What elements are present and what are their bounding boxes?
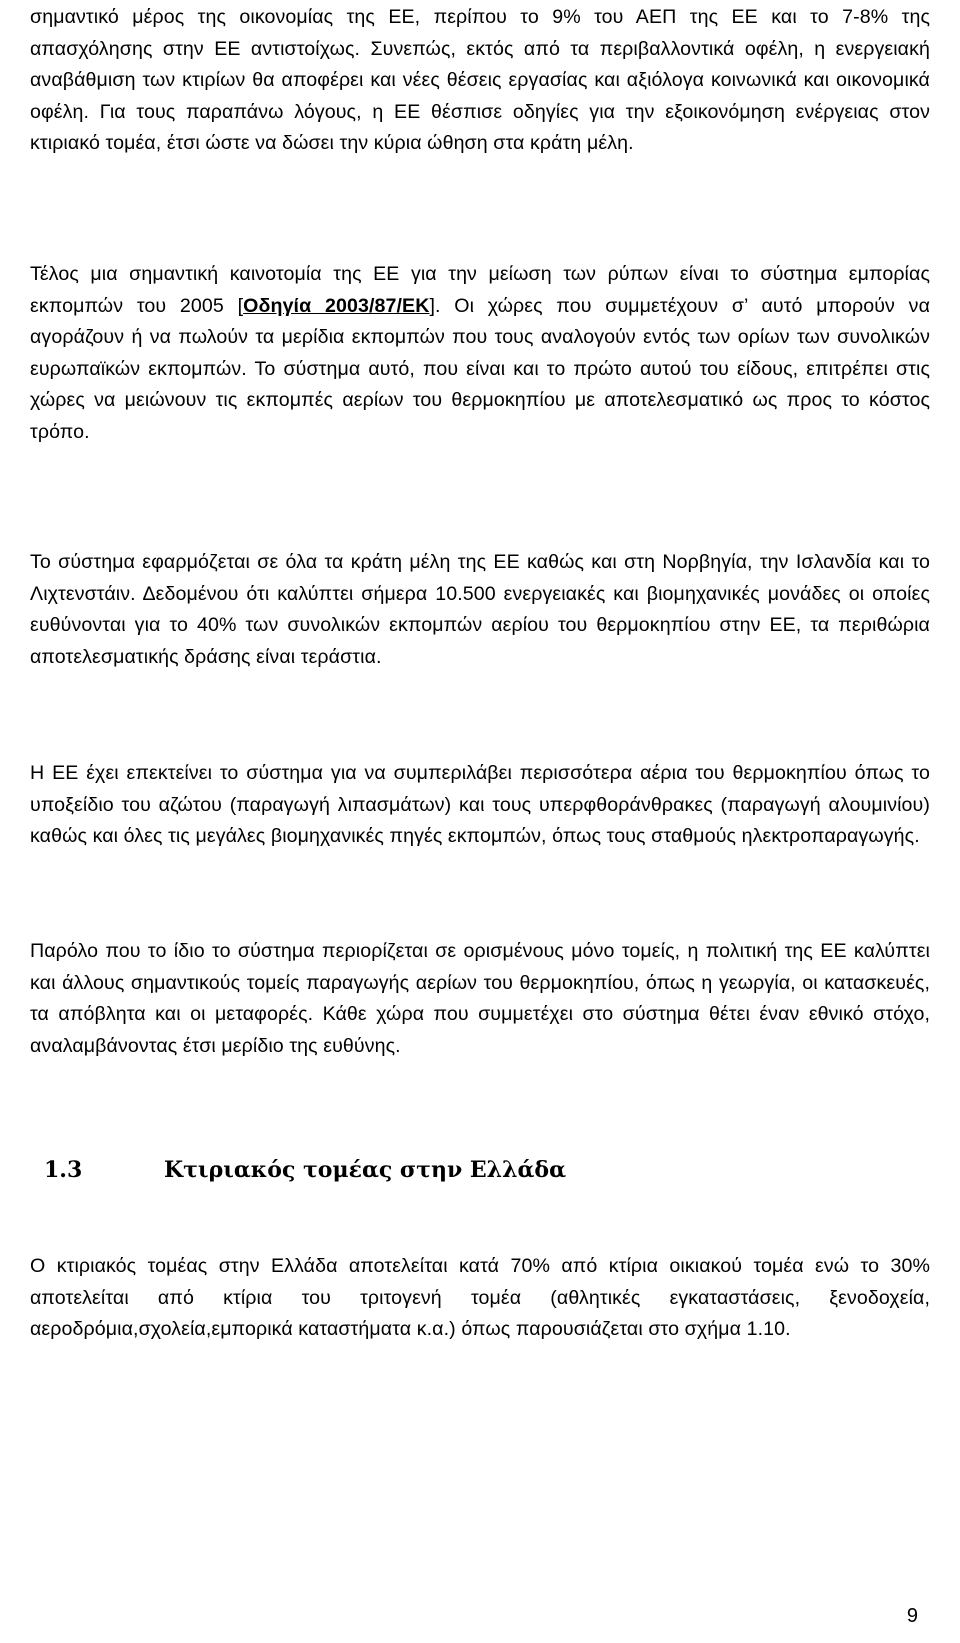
page-number: 9 bbox=[906, 1605, 918, 1627]
paragraph-other-sectors: Παρόλο που το ίδιο το σύστημα περιορίζεται σε ορισμένους μόνο τομείς, η πολιτική της ΕΕ καλύπτει και άλλους σημαντικούς τομείς παραγωγής αερίων του θερμοκηπίου, όπως η γεωργία, οι κατασκευές, τα απόβλητα και οι μεταφορές. Κάθε χώρα που συμμετέχει στο σύστημα θέτει έναν εθνικό στόχο, αναλαμβάνοντας έτσι μερίδιο της ευθύνης. bbox=[30, 940, 930, 1057]
paragraph-system-extension: Η ΕΕ έχει επεκτείνει το σύστημα για να συμπεριλάβει περισσότερα αέρια του θερμοκηπίου όπως το υποξείδιο του αζώτου (παραγωγή λιπασμάτων) και τους υπερφθοράνθρακες (παραγωγή αλουμινίου) καθώς και όλες τις μεγάλες βιομηχανικές πηγές εκπομπών, όπως τους σταθμούς ηλεκτροπαραγωγής. bbox=[30, 762, 930, 847]
paragraph-text: Τέλος μια σημαντική καινοτομία της ΕΕ για την μείωση των ρύπων είναι το σύστημα εμπορίας εκπομπών του 2005 [ bbox=[30, 263, 930, 317]
paragraph-text: ]. Οι χώρες που συμμετέχουν σ’ αυτό μπορούν να αγοράζουν ή να πωλούν τα μερίδια εκπομπών που τους αναλογούν εντός των ορίων των συνολικών ευρωπαϊκών εκπομπών. Το σύστημα αυτό, που είναι και το πρώτο αυτού του είδους, επιτρέπει στις χώρες να μειώνουν τις εκπομπές αερίων του θερμοκηπίου με αποτελεσματικό ως προς το κόστος τρόπο. bbox=[30, 294, 930, 443]
section-title: Κτιριακός τομέας στην Ελλάδα bbox=[164, 1157, 567, 1183]
section-heading bbox=[44, 1157, 566, 1183]
directive-link[interactable]: Οδηγία 2003/87/ΕΚ bbox=[243, 294, 430, 317]
paragraph-emissions-trading bbox=[30, 259, 930, 448]
paragraph-eu-building-sector: σημαντικό μέρος της οικονομίας της ΕΕ, περίπου το 9% του ΑΕΠ της ΕΕ και το 7-8% της απασχόλησης στην ΕΕ αντιστοίχως. Συνεπώς, εκτός από τα περιβαλλοντικά οφέλη, η ενεργειακή αναβάθμιση των κτιρίων θα αποφέρει και νέες θέσεις εργασίας και αξιόλογα κοινωνικά και οικονομικά οφέλη. Για τους παραπάνω λόγους, η ΕΕ θέσπισε οδηγίες για την εξοικονόμηση ενέργειας στον κτιριακό τομέα, έτσι ώστε να δώσει την κύρια ώθηση στα κράτη μέλη. bbox=[30, 6, 930, 154]
paragraph-greek-building-sector: Ο κτιριακός τομέας στην Ελλάδα αποτελείται κατά 70% από κτίρια οικιακού τομέα ενώ το 30% αποτελείται από κτίρια του τριτογενή τομέα (αθλητικές εγκαταστάσεις, ξενοδοχεία, αεροδρόμια,σχολεία,εμπορικά καταστήματα κ.α.) όπως παρουσιάζεται στο σχήμα 1.10. bbox=[30, 1255, 930, 1340]
paragraph-system-application: Το σύστημα εφαρμόζεται σε όλα τα κράτη μέλη της ΕΕ καθώς και στη Νορβηγία, την Ισλανδία και το Λιχτενστάιν. Δεδομένου ότι καλύπτει σήμερα 10.500 ενεργειακές και βιομηχανικές μονάδες οι οποίες ευθύνονται για το 40% των συνολικών εκπομπών αερίου του θερμοκηπίου στην ΕΕ, τα περιθώρια αποτελεσματικής δράσης είναι τεράστια. bbox=[30, 551, 930, 668]
section-number: 1.3 bbox=[44, 1157, 83, 1183]
